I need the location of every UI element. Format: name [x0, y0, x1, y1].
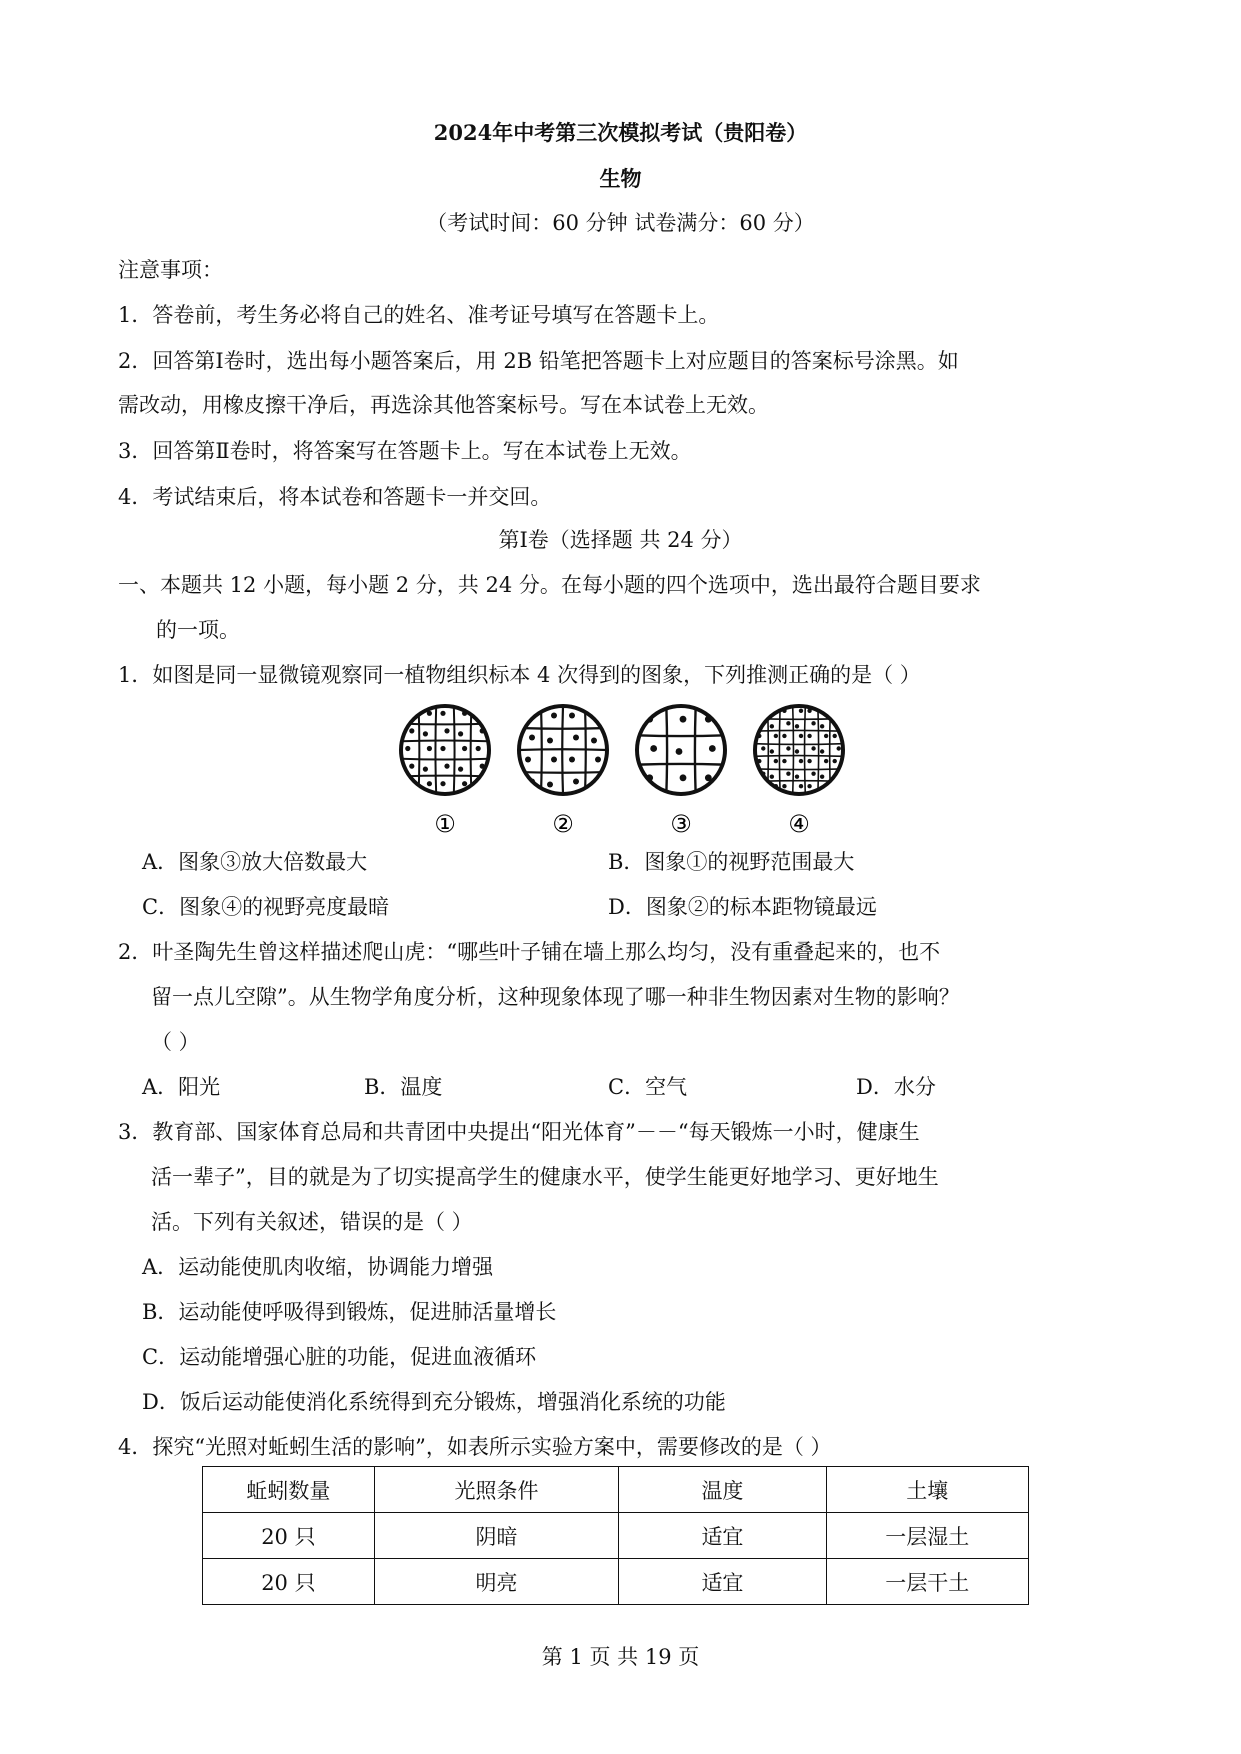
cell-nucleus [423, 731, 428, 736]
cell-nucleus [573, 779, 579, 785]
cell-nucleus [405, 711, 410, 716]
table-header-row [203, 1467, 1029, 1513]
q2-answer-blank: （ ） [151, 1030, 200, 1054]
cell-nucleus [837, 746, 841, 750]
cell-nucleus [409, 764, 414, 769]
cell-nucleus [811, 746, 815, 750]
cell-nucleus [458, 731, 463, 736]
q3-option-d: D．饭后运动能使消化系统得到充分锻炼，增强消化系统的功能 [142, 1390, 726, 1414]
notice-line-1: 1．答卷前，考生务必将自己的姓名、准考证号填写在答题卡上。 [118, 303, 720, 327]
table-cell: 明亮 [374, 1559, 618, 1605]
cell-nucleus [462, 781, 467, 786]
table-header-cell: 温度 [619, 1467, 826, 1513]
cell-nucleus [799, 759, 803, 763]
cell-wall-line [637, 764, 725, 765]
table-cell: 20 只 [203, 1513, 375, 1559]
cell-nucleus [440, 781, 445, 786]
notice-line-3: 3．回答第Ⅱ卷时，将答案写在答题卡上。写在本试卷上无效。 [118, 439, 692, 463]
q4-stem: 4．探究“光照对蚯蚓生活的影响”，如表所示实验方案中，需要修改的是（ ） [118, 1435, 832, 1459]
part1-instruction: 一、本题共 12 小题，每小题 2 分，共 24 分。在每小题的四个选项中，选出最符合题目要求 [118, 573, 981, 597]
figure-label-4: ④ [788, 810, 810, 838]
q2-option-c: C．空气 [608, 1075, 688, 1099]
cell-nucleus [807, 734, 811, 738]
cell-nucleus [757, 784, 761, 788]
cell-nucleus [551, 713, 557, 719]
cell-wall-line [401, 740, 489, 741]
cell-nucleus [476, 746, 481, 751]
notice-line-2-cont: 需改动，用橡皮擦干净后，再选涂其他答案标号。写在本试卷上无效。 [118, 393, 769, 417]
cell-nucleus [770, 749, 774, 753]
cell-wall-line [401, 724, 489, 725]
cell-nucleus [799, 734, 803, 738]
cell-nucleus [551, 757, 557, 763]
cell-nucleus [547, 738, 553, 744]
cell-nucleus [569, 757, 575, 763]
part1-instruction-cont: 的一项。 [156, 618, 240, 642]
cell-nucleus [547, 782, 553, 788]
table-row [203, 1513, 1029, 1559]
table-cell: 一层干土 [826, 1559, 1028, 1605]
cell-nucleus [833, 784, 837, 788]
cell-nucleus [824, 759, 828, 763]
cell-wall-line [454, 706, 455, 794]
q3-stem-cont-2: 活。下列有关叙述，错误的是（ ） [151, 1210, 473, 1234]
cell-nucleus [833, 734, 837, 738]
cell-nucleus [795, 724, 799, 728]
figure-label-2: ② [552, 810, 574, 838]
cell-nucleus [650, 745, 657, 752]
cell-nucleus [782, 784, 786, 788]
cell-nucleus [761, 746, 765, 750]
notice-heading: 注意事项： [118, 258, 223, 282]
cell-nucleus [680, 716, 687, 723]
cell-nucleus [458, 767, 463, 772]
cell-wall-line [666, 706, 667, 794]
table-header-cell: 光照条件 [374, 1467, 618, 1513]
cell-nucleus [676, 748, 683, 755]
cell-nucleus [799, 709, 803, 713]
part1-title: 第Ⅰ卷（选择题 共 24 分） [498, 528, 743, 552]
experiment-table [202, 1466, 1029, 1605]
cell-nucleus [807, 759, 811, 763]
cell-nucleus [440, 711, 445, 716]
cell-nucleus [595, 713, 601, 719]
q2-stem: 2．叶圣陶先生曾这样描述爬山虎：“哪些叶子铺在墙上那么均匀，没有重叠起来的，也不 [118, 940, 941, 964]
subject-title: 生物 [599, 166, 642, 191]
cell-nucleus [444, 728, 449, 733]
cell-nucleus [786, 721, 790, 725]
cell-nucleus [525, 757, 531, 763]
cell-nucleus [795, 749, 799, 753]
q3-option-b: B．运动能使呼吸得到锻炼，促进肺活量增长 [142, 1300, 557, 1324]
q1-stem: 1．如图是同一显微镜观察同一植物组织标本 4 次得到的图象，下列推测正确的是（ ） [118, 663, 921, 687]
cell-nucleus [770, 774, 774, 778]
cell-nucleus [820, 774, 824, 778]
notice-line-4: 4．考试结束后，将本试卷和答题卡一并交回。 [118, 485, 552, 509]
exam-info: （考试时间：60 分钟 试卷满分：60 分） [426, 211, 815, 235]
cell-nucleus [824, 734, 828, 738]
q3-stem-cont-1: 活一辈子”，目的就是为了切实提高学生的健康水平，使学生能更好地学习、更好地生 [151, 1165, 939, 1189]
cell-nucleus [409, 728, 414, 733]
table-header-cell: 蚯蚓数量 [203, 1467, 375, 1513]
cell-nucleus [795, 774, 799, 778]
cell-nucleus [595, 757, 601, 763]
cell-nucleus [782, 734, 786, 738]
cell-nucleus [774, 759, 778, 763]
cell-nucleus [440, 746, 445, 751]
q2-option-a: A．阳光 [142, 1075, 221, 1099]
cell-nucleus [525, 713, 531, 719]
page-number: 第 1 页 共 19 页 [541, 1645, 700, 1669]
cell-wall-line [401, 776, 489, 777]
cell-wall-line [695, 706, 696, 794]
cell-nucleus [529, 735, 535, 741]
cell-nucleus [820, 724, 824, 728]
cell-nucleus [444, 764, 449, 769]
cell-wall-line [637, 735, 725, 736]
figure-label-3: ③ [670, 810, 692, 838]
q1-option-d: D．图象②的标本距物镜最远 [608, 895, 877, 919]
figure-label-1: ① [434, 810, 456, 838]
cell-nucleus [427, 781, 432, 786]
cell-nucleus [591, 738, 597, 744]
cell-nucleus [786, 746, 790, 750]
table-cell: 适宜 [619, 1513, 826, 1559]
microscope-views-figure [390, 700, 860, 840]
cell-nucleus [405, 746, 410, 751]
cell-nucleus [569, 713, 575, 719]
cell-nucleus [476, 711, 481, 716]
table-cell: 适宜 [619, 1559, 826, 1605]
table-cell: 阴暗 [374, 1513, 618, 1559]
cell-nucleus [573, 735, 579, 741]
cell-nucleus [833, 759, 837, 763]
cell-nucleus [786, 771, 790, 775]
q1-option-a: A．图象③放大倍数最大 [142, 850, 368, 874]
cell-nucleus [811, 771, 815, 775]
cell-nucleus [820, 749, 824, 753]
cell-wall-line [419, 706, 420, 794]
notice-line-2: 2．回答第Ⅰ卷时，选出每小题答案后，用 2B 铅笔把答题卡上对应题目的答案标号涂黑。如 [118, 349, 959, 373]
exam-title: 2024年中考第三次模拟考试（贵阳卷） [433, 120, 808, 145]
cell-nucleus [811, 721, 815, 725]
cell-nucleus [782, 759, 786, 763]
cell-nucleus [757, 709, 761, 713]
cell-nucleus [427, 746, 432, 751]
table-row [203, 1559, 1029, 1605]
cell-wall-line [471, 706, 472, 794]
q1-option-c: C．图象④的视野亮度最暗 [142, 895, 390, 919]
q3-option-a: A．运动能使肌肉收缩，协调能力增强 [142, 1255, 494, 1279]
cell-wall-line [401, 759, 489, 760]
q2-stem-cont: 留一点儿空隙”。从生物学角度分析，这种现象体现了哪一种非生物因素对生物的影响？ [151, 985, 960, 1009]
q3-option-c: C．运动能增强心脏的功能，促进血液循环 [142, 1345, 537, 1369]
cell-wall-line [519, 772, 607, 773]
q3-stem: 3．教育部、国家体育总局和共青团中央提出“阳光体育”－－“每天锻炼一小时，健康生 [118, 1120, 920, 1144]
cell-wall-line [585, 706, 586, 794]
q1-option-b: B．图象①的视野范围最大 [608, 850, 855, 874]
cell-wall-line [519, 749, 607, 750]
table-cell: 一层湿土 [826, 1513, 1028, 1559]
cell-nucleus [799, 784, 803, 788]
cell-wall-line [435, 706, 436, 794]
cell-nucleus [833, 709, 837, 713]
cell-nucleus [423, 767, 428, 772]
cell-nucleus [807, 784, 811, 788]
cell-nucleus [774, 734, 778, 738]
q2-option-d: D．水分 [856, 1075, 936, 1099]
cell-nucleus [680, 774, 687, 781]
q2-option-b: B．温度 [364, 1075, 443, 1099]
cell-nucleus [770, 724, 774, 728]
table-header-cell: 土壤 [826, 1467, 1028, 1513]
cell-nucleus [405, 781, 410, 786]
cell-nucleus [709, 745, 716, 752]
cell-nucleus [462, 746, 467, 751]
table-cell: 20 只 [203, 1559, 375, 1605]
